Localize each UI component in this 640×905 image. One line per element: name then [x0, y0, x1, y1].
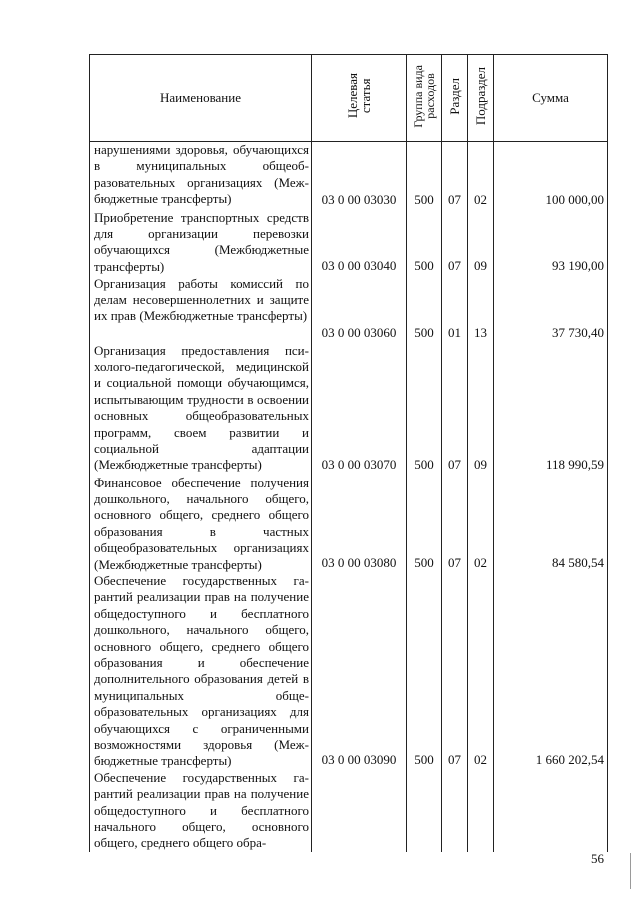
table-row — [90, 210, 608, 276]
row-section: 07 — [442, 210, 468, 276]
row-article: 03 0 00 03090 — [312, 573, 407, 770]
header-section: Раздел — [442, 55, 468, 142]
row-name: нарушениями здоровья, обучающихся в муниципальных общеобразовательных организациях (Межбюджетные трансферты) — [90, 142, 312, 210]
header-group: Группа вида расходов — [407, 55, 442, 142]
table-row — [90, 343, 608, 475]
row-name: Обеспечение государственных гарантий реализации прав на получение общедоступного и бесплатного начального общего, основного общего, среднего общего обра- — [90, 770, 312, 852]
row-sum: 93 190,00 — [494, 210, 608, 276]
row-article: 03 0 00 03070 — [312, 343, 407, 475]
row-group: 500 — [407, 475, 442, 573]
header-subsection: Подраздел — [468, 55, 494, 142]
row-group: 500 — [407, 210, 442, 276]
row-subsection: 02 — [468, 573, 494, 770]
row-subsection: 02 — [468, 142, 494, 210]
row-subsection — [468, 770, 494, 852]
row-subsection: 02 — [468, 475, 494, 573]
row-sum — [494, 770, 608, 852]
header-name: Наименование — [90, 55, 312, 142]
row-group: 500 — [407, 343, 442, 475]
table-header-row — [90, 55, 608, 142]
row-group — [407, 770, 442, 852]
row-sum: 1 660 202,54 — [494, 573, 608, 770]
row-subsection: 09 — [468, 210, 494, 276]
row-section: 07 — [442, 573, 468, 770]
row-section: 01 — [442, 276, 468, 343]
row-section: 07 — [442, 475, 468, 573]
row-sum: 37 730,40 — [494, 276, 608, 343]
row-sum: 118 990,59 — [494, 343, 608, 475]
page-number: 56 — [591, 851, 604, 866]
row-subsection: 13 — [468, 276, 494, 343]
row-article: 03 0 00 03060 — [312, 276, 407, 343]
row-sum: 100 000,00 — [494, 142, 608, 210]
row-group: 500 — [407, 276, 442, 343]
row-name: Финансовое обеспечение получения дошкольного, начального общего, основного общего, среднего общего образования в частных общеобразовательных организациях (Межбюджетные трансферты) — [90, 475, 312, 573]
row-subsection: 09 — [468, 343, 494, 475]
table-row — [90, 770, 608, 852]
row-group: 500 — [407, 142, 442, 210]
row-article — [312, 770, 407, 852]
row-article: 03 0 00 03080 — [312, 475, 407, 573]
row-section: 07 — [442, 142, 468, 210]
scan-edge-mark — [630, 853, 631, 889]
table-row — [90, 142, 608, 210]
table-row — [90, 276, 608, 343]
row-sum: 84 580,54 — [494, 475, 608, 573]
row-name: Обеспечение государственных гарантий реализации прав на получение общедоступного и бесплатного дошкольного, начального общего, основного общего, среднего общего образования и обеспечение дополнительного образования детей в муниципальных общеобразовательных организациях для обучающихся с ограниченными возможностями здоровья (Межбюджетные трансферты) — [90, 573, 312, 770]
row-group: 500 — [407, 573, 442, 770]
row-section: 07 — [442, 343, 468, 475]
row-name: Организация работы комиссий по делам несовершеннолетних и защите их прав (Межбюджетные трансферты) — [90, 276, 312, 343]
row-name: Организация предоставления психолого-педагогической, медицинской и социальной помощи обучающимся, испытывающим трудности в освоении основных общеобразовательных программ, своем развитии и социальной адаптации (Межбюджетные трансферты) — [90, 343, 312, 475]
table-row — [90, 475, 608, 573]
header-sum: Сумма — [494, 55, 608, 142]
budget-table — [89, 54, 608, 852]
row-article: 03 0 00 03030 — [312, 142, 407, 210]
row-section — [442, 770, 468, 852]
table-row — [90, 573, 608, 770]
header-article: Целевая статья — [312, 55, 407, 142]
row-article: 03 0 00 03040 — [312, 210, 407, 276]
row-name: Приобретение транспортных средств для организации перевозки обучающихся (Межбюджетные трансферты) — [90, 210, 312, 276]
